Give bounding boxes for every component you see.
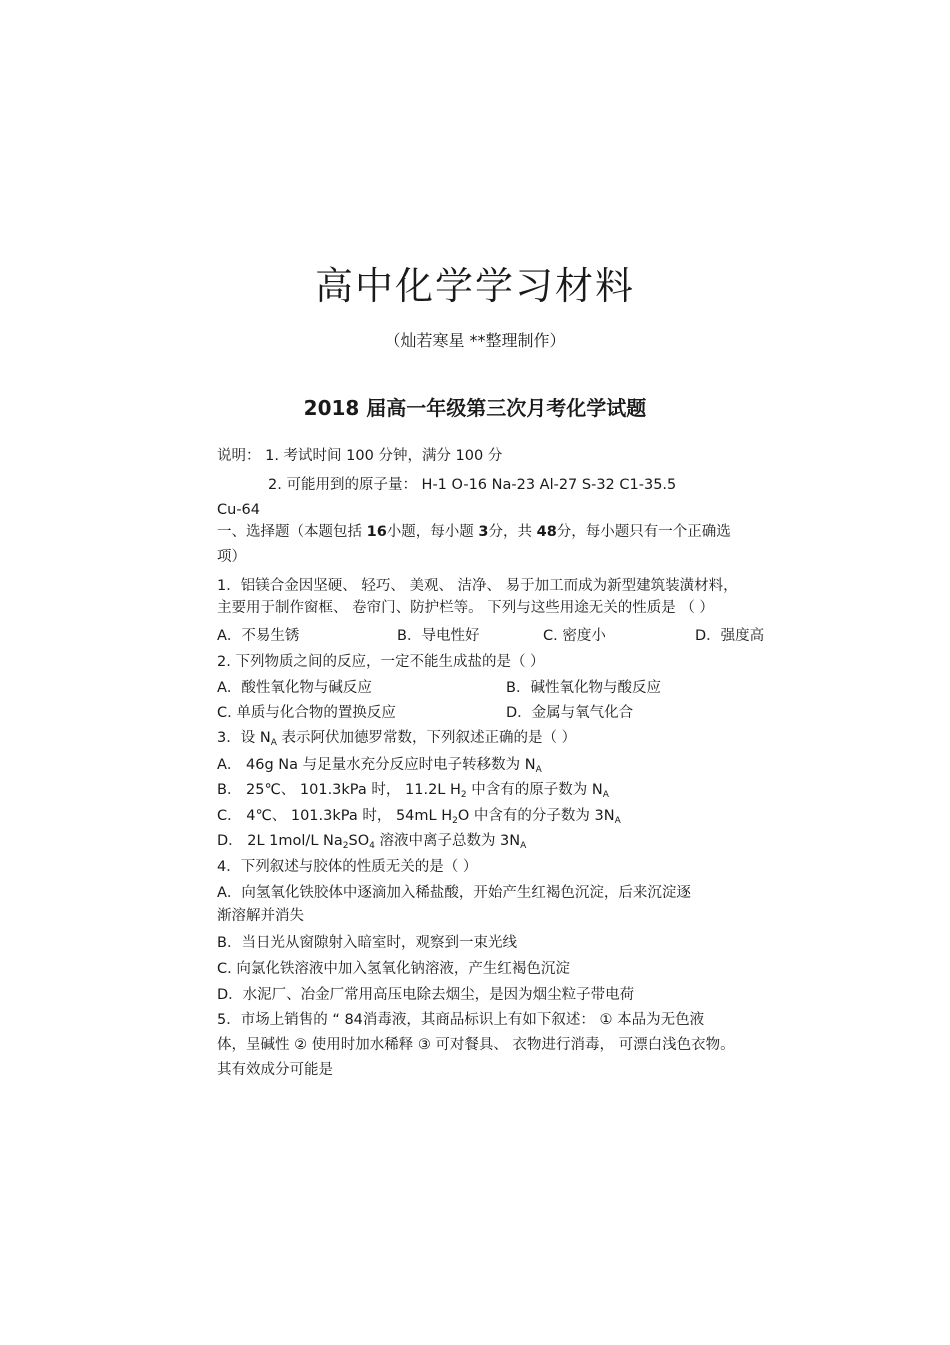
q3-option-b-subscript-2: A — [602, 790, 609, 800]
q2-option-b: B．碱性氧化物与酸反应 — [506, 680, 661, 696]
q5-line-1: 5．市场上销售的 “ 84消毒液，其商品标识上有如下叙述： ① 本品为无色液 — [217, 1012, 705, 1028]
points-each: 3 — [478, 524, 489, 540]
q2-stem: 2. 下列物质之间的反应，一定不能生成盐的是（ ） — [217, 654, 545, 670]
q4-option-d: D．水泥厂、冶金厂常用高压电除去烟尘，是因为烟尘粒子带电荷 — [217, 987, 635, 1003]
q2-option-a: A．酸性氧化物与碱反应 — [217, 680, 372, 696]
q3-option-d-subscript-2: 4 — [369, 841, 375, 851]
document-title: 高中化学学习材料 — [314, 264, 635, 308]
q3-option-b-text-1: B． 25℃、 101.3kPa 时， 11.2L H — [217, 782, 461, 798]
q3-option-d-subscript-1: 2 — [342, 841, 349, 851]
document-subtitle: （灿若寒星 **整理制作） — [384, 331, 566, 350]
section-text-2: 小题，每小题 — [386, 524, 474, 540]
q3-option-a-subscript: A — [535, 765, 542, 775]
q4-option-c: C. 向氯化铁溶液中加入氢氧化钠溶液，产生红褐色沉淀 — [217, 961, 570, 977]
q4-stem: 4．下列叙述与胶体的性质无关的是（ ） — [217, 859, 478, 875]
q3-option-d-text-1: D． 2L 1mol/L Na — [217, 833, 343, 849]
q1-option-d: D．强度高 — [695, 628, 765, 644]
q1-option-b: B．导电性好 — [397, 628, 480, 644]
q3-option-a — [217, 755, 542, 780]
q3-option-d-subscript-3: A — [520, 841, 527, 851]
q2-option-d: D．金属与氧气化合 — [506, 705, 634, 721]
instructions-line-2: 2. 可能用到的原子量： H-1 O-16 Na-23 Al-27 S-32 C1-35.5 — [268, 477, 677, 493]
q3-stem-subscript: A — [270, 738, 277, 748]
instructions-line-3: Cu-64 — [217, 502, 260, 518]
q3-stem-text-2: 表示阿伏加德罗常数，下列叙述正确的是（ ） — [276, 730, 577, 746]
section-text-3: 分，共 — [488, 524, 532, 540]
q3-option-c — [217, 806, 621, 831]
q4-option-a-line-2: 渐溶解并消失 — [217, 908, 304, 924]
q4-option-b: B．当日光从窗隙射入暗室时，观察到一束光线 — [217, 935, 517, 951]
section-text-4: 分，每小题只有一个正确选 — [556, 524, 731, 540]
q1-option-c: C. 密度小 — [543, 628, 606, 644]
question-count: 16 — [366, 524, 387, 540]
section-heading-line-2: 项） — [217, 549, 246, 565]
q3-option-b-subscript-1: 2 — [460, 790, 467, 800]
q1-stem-1: 1．铝镁合金因坚硬、 轻巧、 美观、 洁净、 易于加工而成为新型建筑装潢材料， — [217, 578, 738, 594]
q3-option-d-text-3: 溶液中离子总数为 3N — [374, 833, 521, 849]
exam-title: 2018 届高一年级第三次月考化学试题 — [303, 396, 647, 420]
q3-option-d — [217, 831, 526, 856]
q1-stem-2: 主要用于制作窗框、 卷帘门、防护栏等。 下列与这些用途无关的性质是 （ ） — [217, 600, 714, 616]
points-total: 48 — [536, 524, 557, 540]
q3-option-b — [217, 780, 609, 805]
instructions-line-1: 说明： 1. 考试时间 100 分钟，满分 100 分 — [217, 448, 503, 464]
q3-option-c-text-2: O 中含有的分子数为 3N — [457, 808, 615, 824]
q1-options — [217, 626, 777, 646]
q3-option-c-subscript-1: 2 — [452, 816, 458, 826]
q3-option-c-subscript-2: A — [614, 816, 621, 826]
q2-option-c: C. 单质与化合物的置换反应 — [217, 705, 396, 721]
q3-option-c-text-1: C． 4℃、 101.3kPa 时， 54mL H — [217, 808, 453, 824]
q4-option-a-line-1: A．向氢氧化铁胶体中逐滴加入稀盐酸，开始产生红褐色沉淀，后来沉淀逐 — [217, 885, 691, 901]
q3-stem-text-1: 3．设 N — [217, 730, 271, 746]
q3-stem — [217, 728, 576, 753]
q3-option-d-text-2: SO — [348, 833, 370, 849]
q3-option-a-text: A． 46g Na 与足量水充分反应时电子转移数为 N — [217, 757, 536, 773]
q2-options-row-1 — [217, 678, 737, 698]
q2-options-row-2 — [217, 703, 737, 723]
section-heading — [217, 522, 731, 542]
q1-option-a: A．不易生锈 — [217, 628, 300, 644]
section-text-1: 一、选择题（本题包括 — [217, 524, 362, 540]
q5-line-2: 体，呈碱性 ② 使用时加水稀释 ③ 可对餐具、 衣物进行消毒， 可漂白浅色衣物。 — [217, 1037, 735, 1053]
q5-line-3: 其有效成分可能是 — [217, 1062, 333, 1078]
q3-option-b-text-2: 中含有的原子数为 N — [466, 782, 603, 798]
